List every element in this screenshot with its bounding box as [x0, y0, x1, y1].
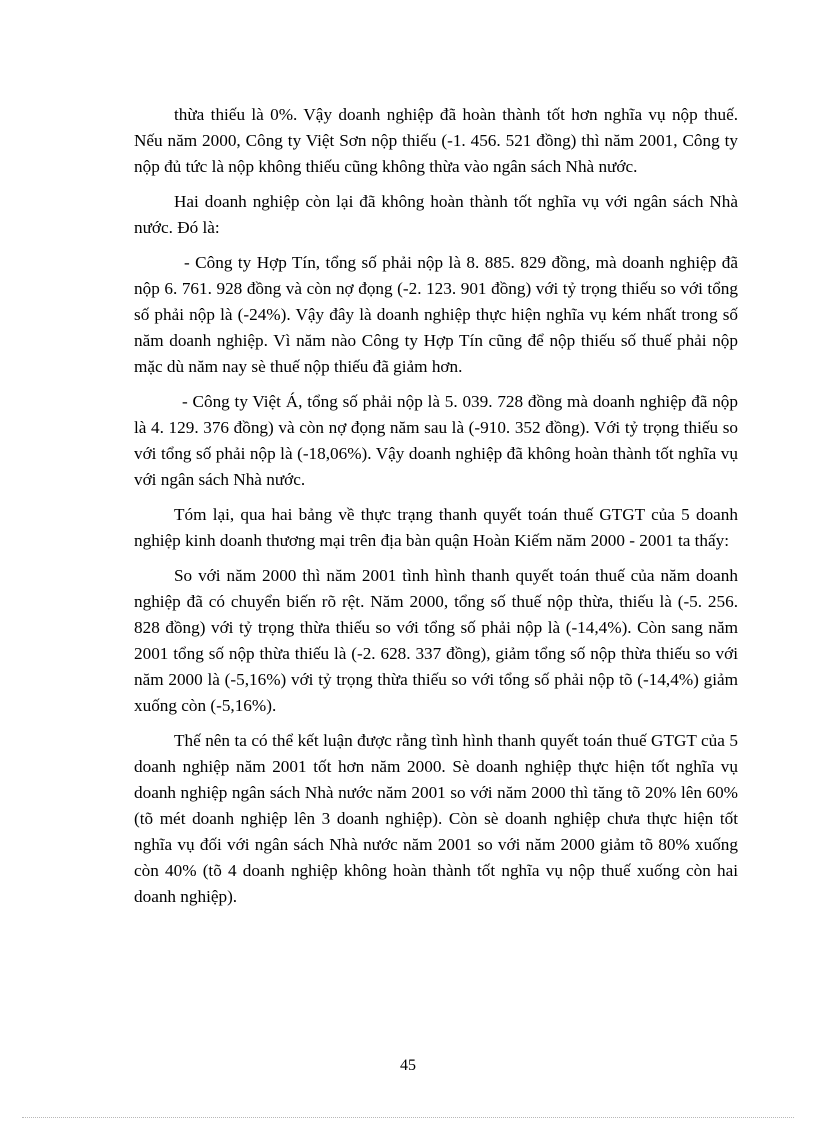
paragraph-final-conclusion: Thế nên ta có thể kết luận được rằng tình hình thanh quyết toán thuế GTGT của 5 doanh nghiệp năm 2001 tốt hơn năm 2000. Sè doanh nghiệp thực hiện tốt nghĩa vụ doanh nghiệp ngân sách Nhà nước năm 2001 so với năm 2000 thì tăng tõ 20% lên 60% (tõ mét doanh nghiệp lên 3 doanh nghiệp). Còn sè doanh nghiệp chưa thực hiện tốt nghĩa vụ đối với ngân sách Nhà nước năm 2001 so với năm 2000 giảm tõ 80% xuống còn 40% (tõ 4 doanh nghiệp không hoàn thành tốt nghĩa vụ nộp thuế xuống còn hai doanh nghiệp).: [134, 731, 738, 906]
paragraph-two-remaining-enterprises: Hai doanh nghiệp còn lại đã không hoàn thành tốt nghĩa vụ với ngân sách Nhà nước. Đó là:: [134, 192, 738, 237]
page-number: 45: [400, 1057, 416, 1074]
paragraph-viet-son-conclusion: thừa thiếu là 0%. Vậy doanh nghiệp đã hoàn thành tốt hơn nghĩa vụ nộp thuế. Nếu năm 2000, Công ty Việt Sơn nộp thiếu (-1. 456. 521 đồng) thì năm 2001, Công ty nộp đủ tức là nộp không thiếu cũng không thừa vào ngân sách Nhà nước.: [134, 105, 738, 176]
footer-divider: [22, 1117, 794, 1118]
body-text: [134, 102, 738, 919]
paragraph-summary-intro: Tóm lại, qua hai bảng về thực trạng thanh quyết toán thuế GTGT của 5 doanh nghiệp kinh doanh thương mại trên địa bàn quận Hoàn Kiếm năm 2000 - 2001 ta thấy:: [134, 505, 738, 550]
paragraph-hop-tin: - Công ty Hợp Tín, tổng số phải nộp là 8. 885. 829 đồng, mà doanh nghiệp đã nộp 6. 761. 928 đồng và còn nợ đọng (-2. 123. 901 đồng) với tỷ trọng thiếu so với tổng số phải nộp là (-24%). Vậy đây là doanh nghiệp thực hiện nghĩa vụ kém nhất trong số năm doanh nghiệp. Vì năm nào Công ty Hợp Tín cũng để nộp thiếu số thuế phải nộp mặc dù năm nay sè thuế nộp thiếu đã giảm hơn.: [134, 253, 738, 376]
paragraph-year-comparison: So với năm 2000 thì năm 2001 tình hình thanh quyết toán thuế của năm doanh nghiệp đã có chuyển biến rõ rệt. Năm 2000, tổng số thuế nộp thừa, thiếu là (-5. 256. 828 đồng) với tỷ trọng thừa thiếu so với tổng số phải nộp là (-14,4%). Còn sang năm 2001 tổng số nộp thừa thiếu là (-2. 628. 337 đồng), giảm tổng số nộp thừa thiếu so với năm 2000 là (-5,16%) với tỷ trọng thừa thiếu so với tổng số phải nộp tõ (-14,4%) giảm xuống còn (-5,16%).: [134, 566, 738, 715]
paragraph-viet-a: - Công ty Việt Á, tổng số phải nộp là 5. 039. 728 đồng mà doanh nghiệp đã nộp là 4. 129. 376 đồng) và còn nợ đọng năm sau là (-910. 352 đồng). Với tỷ trọng thiếu so với tổng số phải nộp là (-18,06%). Vậy doanh nghiệp đã không hoàn thành tốt nghĩa vụ với ngân sách Nhà nước.: [134, 392, 738, 489]
